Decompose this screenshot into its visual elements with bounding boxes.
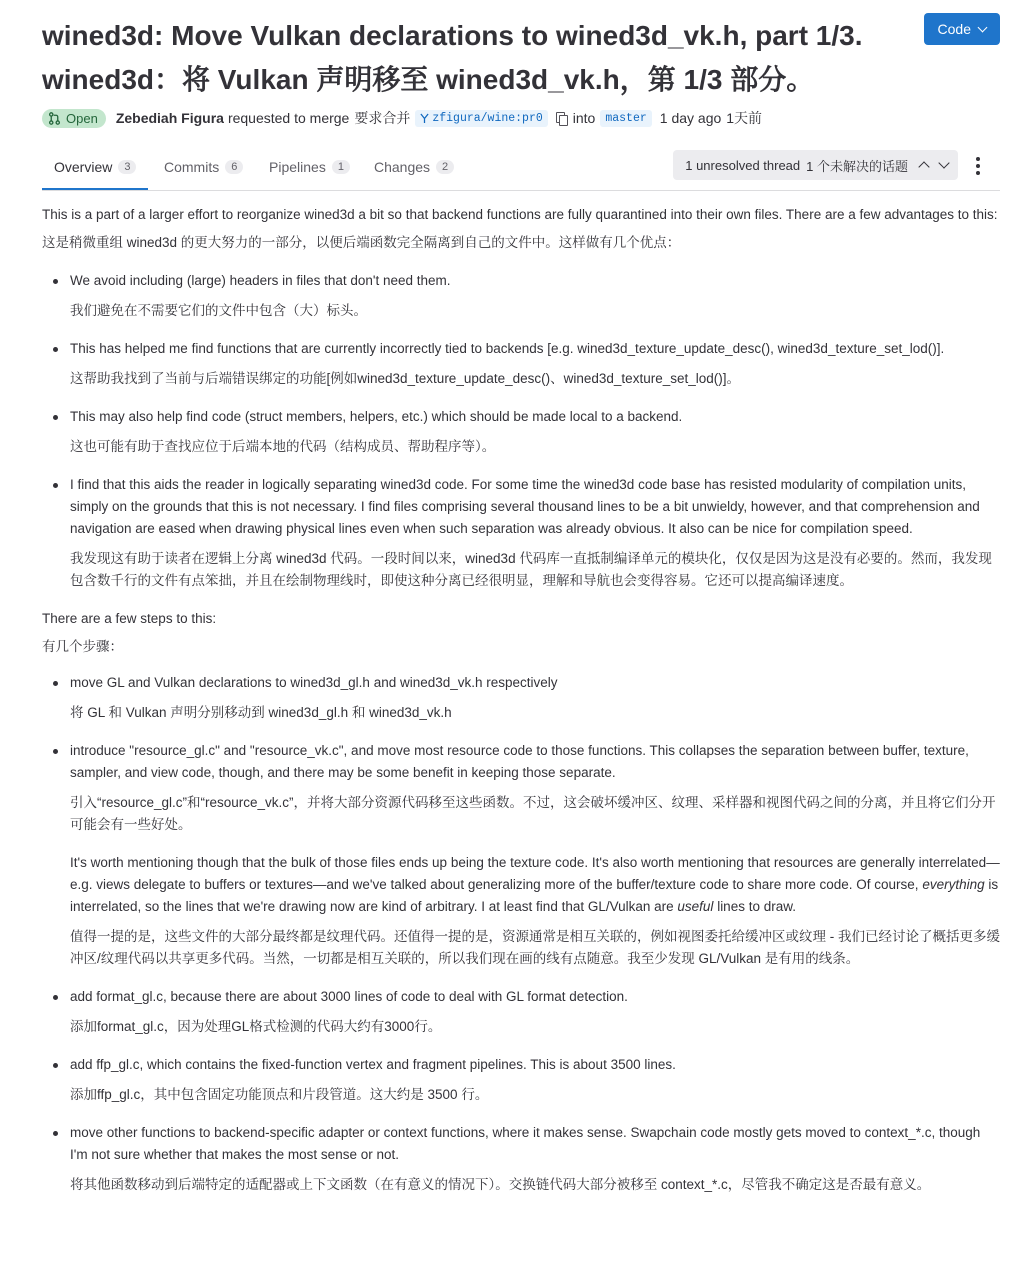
code-button-label: Code xyxy=(937,21,971,37)
target-branch[interactable] xyxy=(600,110,651,127)
list-item xyxy=(70,474,1000,592)
item-en: We avoid including (large) headers in files that don't need them. xyxy=(70,273,451,288)
item-en: move other functions to backend-specific adapter or context functions, where it makes sense. Swapchain code mostly gets moved to context_*.c, though I'm not sure whether that makes the most sense or not. xyxy=(70,1125,981,1162)
advantages-list xyxy=(42,270,1000,592)
merge-request-page xyxy=(42,0,1000,1192)
item-zh: 将 GL 和 Vulkan 声明分别移动到 wined3d_gl.h 和 wined3d_vk.h xyxy=(70,705,452,720)
source-branch-label: zfigura/wine:pr0 xyxy=(432,111,543,125)
tab-label: Changes xyxy=(374,159,431,175)
source-branch[interactable] xyxy=(415,110,547,127)
steps-intro-zh: 有几个步骤： xyxy=(42,639,123,654)
chevron-down-icon[interactable] xyxy=(938,157,949,168)
list-item xyxy=(70,1122,1000,1196)
tab-count: 3 xyxy=(118,160,136,174)
item-extra-zh: 值得一提的是，这些文件的大部分最终都是纹理代码。还值得一提的是，资源通常是相互关联的，例如视图委托给缓冲区或纹理 - 我们已经讨论了概括更多缓冲区/纹理代码以共享更多代码。当然，一切都是相互关联的，所以我们现在画的线有点随意。我至少发现 GL/Vulkan 是有用的线条。 xyxy=(70,929,1000,966)
item-en: I find that this aids the reader in logically separating wined3d code. For some time the wined3d code base has resisted modularity of compilation units, simply on the grounds that this is not necessary. I find files comprising several thousand lines to be a bit unwieldy, however, and that comprehension and navigation are eased when drawing physical lines even when such separation was already obvious. It also can be nice for compilation speed. xyxy=(70,477,980,536)
tab-bar xyxy=(42,146,1000,191)
list-item xyxy=(70,270,1000,322)
code-dropdown-button[interactable] xyxy=(924,13,1000,45)
unresolved-threads[interactable] xyxy=(673,150,958,180)
merge-request-icon xyxy=(48,112,61,125)
tab-label: Commits xyxy=(164,159,220,175)
tab-label: Overview xyxy=(54,159,113,175)
time-zh: 1天前 xyxy=(726,110,763,126)
branch-icon xyxy=(420,113,429,124)
threads-en: 1 unresolved thread xyxy=(685,157,801,173)
steps-list xyxy=(42,672,1000,1196)
time-en: 1 day ago xyxy=(659,110,722,126)
tab-label: Pipelines xyxy=(269,159,326,175)
action-zh: 要求合并 xyxy=(354,110,411,126)
item-en: move GL and Vulkan declarations to wined3d_gl.h and wined3d_vk.h respectively xyxy=(70,675,558,690)
threads-zh: 1 个未解决的话题 xyxy=(806,158,908,174)
item-zh: 引入“resource_gl.c”和“resource_vk.c”，并将大部分资源代码移至这些函数。不过，这会破坏缓冲区、纹理、采样器和视图代码之间的分离，并且将它们分开可能会有一些好处。 xyxy=(70,795,996,832)
title-row xyxy=(42,0,1000,100)
page-title xyxy=(42,14,902,102)
list-item xyxy=(70,986,1000,1038)
chevron-down-icon xyxy=(978,22,988,32)
item-zh: 这帮助我找到了当前与后端错误绑定的功能[例如wined3d_texture_update_desc()、wined3d_texture_set_lod()]。 xyxy=(70,371,740,386)
list-item xyxy=(70,406,1000,458)
item-en: This has helped me find functions that are currently incorrectly tied to backends [e.g. wined3d_texture_update_desc(), wined3d_texture_set_lod()]. xyxy=(70,341,945,356)
more-options-icon[interactable] xyxy=(976,157,980,175)
item-zh: 将其他函数移动到后端特定的适配器或上下文函数（在有意义的情况下）。交换链代码大部分被移至 context_*.c，尽管我不确定这是否最有意义。 xyxy=(70,1177,931,1192)
tab-count: 1 xyxy=(332,160,350,174)
item-zh: 添加format_gl.c，因为处理GL格式检测的代码大约有3000行。 xyxy=(70,1019,442,1034)
tab-count: 6 xyxy=(225,160,243,174)
title-en: wined3d: Move Vulkan declarations to wined3d_vk.h, part 1/3. xyxy=(42,20,863,51)
item-zh: 我发现这有助于读者在逻辑上分离 wined3d 代码。一段时间以来，wined3d 代码库一直抵制编译单元的模块化，仅仅是因为这是没有必要的。然而，我发现包含数千行的文件有点笨拙，并且在绘制物理线时，即使这种分离已经很明显，理解和导航也会变得容易。它还可以提高编译速度。 xyxy=(70,551,992,588)
list-item xyxy=(70,740,1000,970)
list-item xyxy=(70,1054,1000,1106)
title-zh: wined3d：将 Vulkan 声明移至 wined3d_vk.h，第 1/3 部分。 xyxy=(42,64,815,95)
steps-intro-en: There are a few steps to this: xyxy=(42,611,217,626)
tab-count: 2 xyxy=(436,160,454,174)
item-en: add ffp_gl.c, which contains the fixed-function vertex and fragment pipelines. This is about 3500 lines. xyxy=(70,1057,676,1072)
intro-zh: 这是稍微重组 wined3d 的更大努力的一部分，以便后端函数完全隔离到自己的文件中。这样做有几个优点： xyxy=(42,235,681,250)
item-zh: 添加ffp_gl.c，其中包含固定功能顶点和片段管道。这大约是 3500 行。 xyxy=(70,1087,489,1102)
author-link[interactable]: Zebediah Figura xyxy=(115,110,224,126)
action-en: requested to merge xyxy=(227,110,350,126)
copy-icon[interactable] xyxy=(556,112,567,125)
tab-changes[interactable] xyxy=(362,146,466,188)
into-text: into xyxy=(572,110,596,126)
item-en: This may also help find code (struct members, helpers, etc.) which should be made local to a backend. xyxy=(70,409,683,424)
tab-pipelines[interactable] xyxy=(257,146,362,188)
list-item xyxy=(70,338,1000,390)
item-extra-en: It's worth mentioning though that the bulk of those files ends up being the texture code. It's also worth mentioning that resources are generally interrelated—e.g. views delegate to buffers or textures—and we've talked about generalizing more of the buffer/texture code to share more code. Of course, everything is interrelated, so the lines that we're drawing now are kind of arbitrary. I at least find that GL/Vulkan are useful lines to draw. xyxy=(70,855,1000,914)
tab-commits[interactable] xyxy=(152,146,255,188)
item-zh: 这也可能有助于查找应位于后端本地的代码（结构成员、帮助程序等）。 xyxy=(70,439,496,454)
item-zh: 我们避免在不需要它们的文件中包含（大）标头。 xyxy=(70,303,367,318)
merge-request-meta xyxy=(42,106,762,130)
status-label: Open xyxy=(66,110,98,126)
description xyxy=(42,204,1000,1212)
tab-overview[interactable] xyxy=(42,146,148,190)
item-en: introduce "resource_gl.c" and "resource_vk.c", and move most resource code to those functions. This collapses the separation between buffer, texture, sampler, and view code, though, and there may be some benefit in keeping those separate. xyxy=(70,743,969,780)
target-branch-label: master xyxy=(605,111,647,125)
chevron-up-icon[interactable] xyxy=(918,161,929,172)
list-item xyxy=(70,672,1000,724)
intro-en: This is a part of a larger effort to reorganize wined3d a bit so that backend functions are fully quarantined into their own files. There are a few advantages to this: xyxy=(42,207,998,222)
status-badge xyxy=(42,109,106,128)
item-en: add format_gl.c, because there are about 3000 lines of code to deal with GL format detection. xyxy=(70,989,628,1004)
